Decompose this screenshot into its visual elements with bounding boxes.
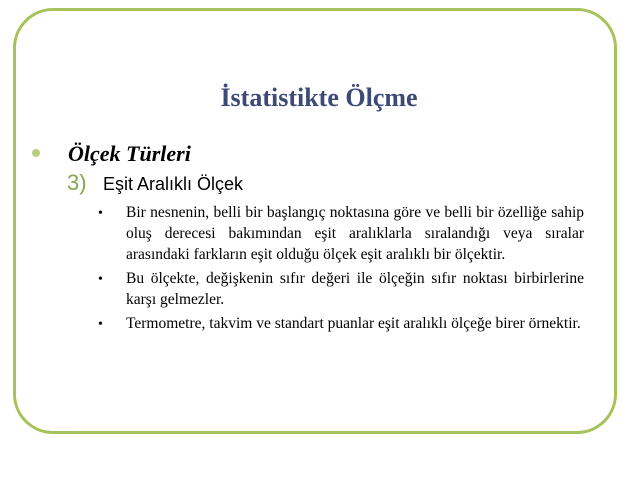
list-item-text: Bu ölçekte, değişkenin sıfır değeri ile ölçeğin sıfır noktası birbirlerine karşı gelmezler. xyxy=(126,270,584,308)
list-item-text: Termometre, takvim ve standart puanlar eşit aralıklı ölçeğe birer örnektir. xyxy=(126,315,581,332)
main-bullet-heading: Ölçek Türleri xyxy=(68,141,191,166)
sub-heading: Eşit Aralıklı Ölçek xyxy=(103,174,244,194)
bullet-icon: • xyxy=(98,317,103,332)
list-item xyxy=(98,202,584,265)
list-item xyxy=(98,268,584,310)
sub-heading-number: 3) xyxy=(67,170,87,195)
list-item-text: Bir nesnenin, belli bir başlangıç noktasına göre ve belli bir özelliğe sahip oluş derecesi bakımından eşit aralıklarla sıralandığı veya sıralar arasındaki farkların eşit olduğu ölçek eşit aralıklı bir ölçektir. xyxy=(126,204,584,263)
bullet-icon: • xyxy=(98,206,103,221)
bullet-list xyxy=(98,202,584,337)
bullet-icon: • xyxy=(98,272,103,287)
list-item xyxy=(98,313,584,334)
slide-title: İstatistikte Ölçme xyxy=(220,83,418,112)
main-bullet-dot-icon xyxy=(32,149,40,157)
